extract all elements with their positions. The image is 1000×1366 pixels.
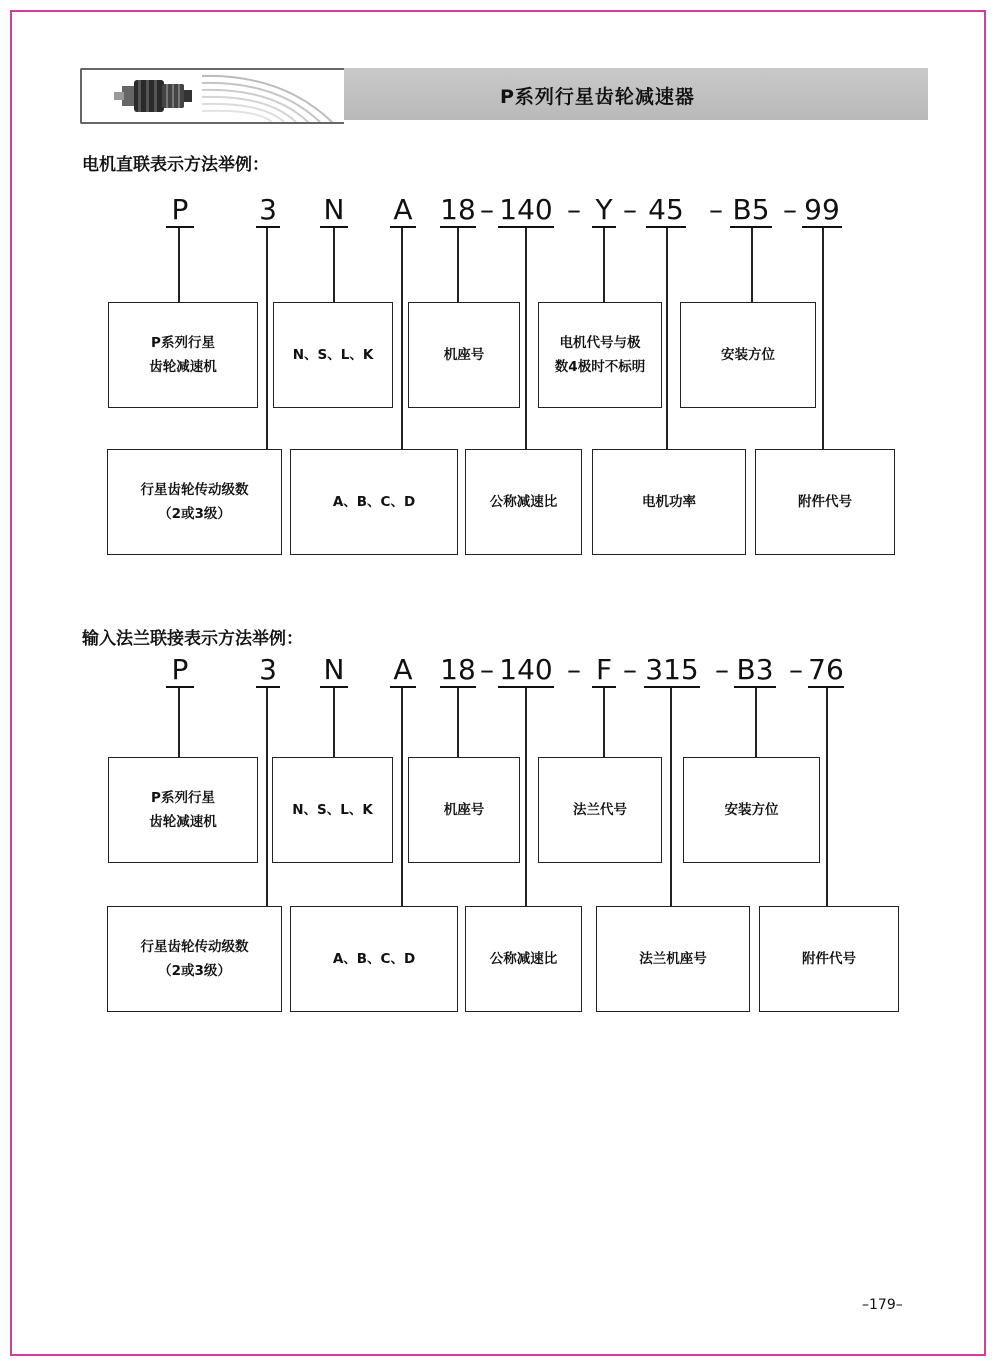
code-token: 99	[802, 194, 842, 228]
code-token: 45	[646, 194, 686, 228]
code-dash: –	[783, 193, 797, 226]
connector-line	[755, 688, 757, 758]
code-token: B3	[734, 654, 776, 688]
section2-code-row	[0, 654, 1000, 714]
code-description-box: 附件代号	[755, 449, 895, 555]
code-description-box: 机座号	[408, 757, 520, 863]
code-description-box: 公称减速比	[465, 449, 582, 555]
code-description-box: 电机功率	[592, 449, 746, 555]
header-logo-panel	[80, 68, 344, 124]
code-token: N	[320, 194, 348, 228]
code-token: 18	[440, 653, 476, 686]
connector-line	[603, 228, 605, 302]
connector-line	[457, 688, 459, 758]
code-description-box: A、B、C、D	[290, 449, 458, 555]
code-description-box: N、S、L、K	[273, 302, 393, 408]
connector-line	[666, 228, 668, 452]
header-banner	[80, 68, 928, 124]
connector-line	[751, 228, 753, 302]
code-token: 3	[256, 654, 280, 688]
connector-line	[401, 228, 403, 452]
code-description-box: 附件代号	[759, 906, 899, 1012]
connector-line	[525, 228, 527, 452]
code-token: 3	[256, 194, 280, 228]
code-token: 140	[499, 653, 553, 686]
connector-line	[266, 688, 268, 908]
section1-heading: 电机直联表示方法举例：	[82, 155, 269, 175]
code-token: F	[592, 654, 616, 688]
code-description-box: A、B、C、D	[290, 906, 458, 1012]
code-dash: –	[789, 653, 803, 686]
code-token: N	[320, 654, 348, 688]
code-token: 18	[440, 193, 476, 226]
connector-line	[525, 688, 527, 908]
code-token: 76	[808, 653, 844, 686]
code-token: 140	[499, 193, 553, 226]
connector-line	[670, 688, 672, 908]
code-description-box: 公称减速比	[465, 906, 582, 1012]
connector-line	[178, 688, 180, 758]
code-description-box: 机座号	[408, 302, 520, 408]
code-dash: –	[709, 193, 723, 226]
code-description-box: 安装方位	[680, 302, 816, 408]
connector-line	[333, 688, 335, 758]
header-title: P系列行星齿轮减速器	[500, 86, 695, 108]
code-description-box: 法兰机座号	[596, 906, 750, 1012]
connector-line	[266, 228, 268, 452]
connector-line	[178, 228, 180, 302]
code-token: A	[390, 654, 416, 688]
connector-line	[333, 228, 335, 302]
code-token: 315	[645, 653, 699, 686]
section2-heading: 输入法兰联接表示方法举例：	[82, 629, 303, 649]
code-dash: –	[567, 193, 581, 226]
decorative-stripes	[202, 70, 344, 122]
section1-code-row	[0, 194, 1000, 254]
code-token: P	[166, 654, 194, 688]
code-dash: –	[623, 653, 637, 686]
page-number: –179–	[862, 1297, 903, 1313]
code-dash: –	[567, 653, 581, 686]
code-description-box: 行星齿轮传动级数 （2或3级）	[107, 906, 282, 1012]
code-description-box: P系列行星 齿轮减速机	[108, 302, 258, 408]
code-dash: –	[715, 653, 729, 686]
code-description-box: 法兰代号	[538, 757, 662, 863]
code-dash: –	[480, 653, 494, 686]
connector-line	[826, 688, 828, 908]
code-token: P	[166, 194, 194, 228]
connector-line	[457, 228, 459, 302]
code-description-box: N、S、L、K	[272, 757, 393, 863]
code-token: Y	[592, 194, 616, 228]
code-description-box: 电机代号与极 数4极时不标明	[538, 302, 662, 408]
code-description-box: 安装方位	[683, 757, 820, 863]
code-token: A	[390, 194, 416, 228]
code-description-box: 行星齿轮传动级数 （2或3级）	[107, 449, 282, 555]
connector-line	[822, 228, 824, 452]
code-description-box: P系列行星 齿轮减速机	[108, 757, 258, 863]
code-token: B5	[730, 194, 772, 228]
connector-line	[401, 688, 403, 908]
code-dash: –	[623, 193, 637, 226]
connector-line	[603, 688, 605, 758]
code-dash: –	[480, 193, 494, 226]
gear-reducer-icon	[114, 74, 192, 118]
